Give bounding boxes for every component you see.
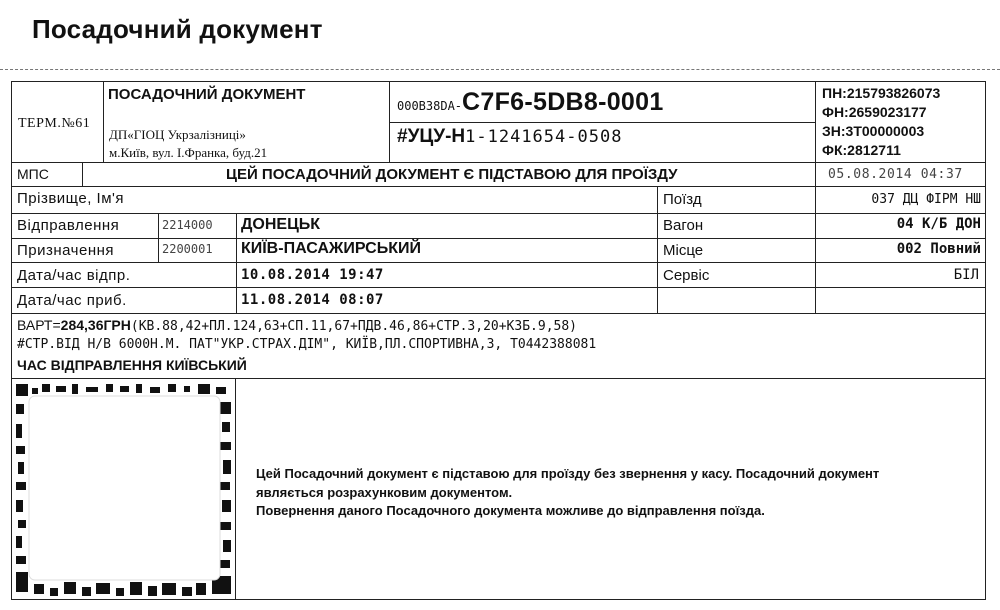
notice-line-2: являється розрахунковим документом.: [256, 485, 513, 500]
fiscal-fk: ФК:2812711: [822, 142, 901, 158]
passenger-name-label: Прізвище, Ім'я: [17, 190, 124, 207]
divider: [12, 186, 985, 187]
divider: [657, 186, 658, 313]
divider: [103, 82, 104, 162]
arrival-time-value: 11.08.2014 08:07: [241, 292, 384, 308]
uid-number: 1-1241654-0508: [465, 127, 623, 147]
qr-code: [16, 384, 231, 596]
train-label: Поїзд: [663, 191, 702, 208]
divider: [389, 82, 390, 162]
terminal-number: ТЕРМ.№61: [18, 116, 91, 131]
destination-code: 2200001: [162, 242, 213, 256]
price-total: 284,36ГРН: [60, 317, 131, 333]
page-title: Посадочний документ: [32, 14, 323, 44]
document-uid: [397, 126, 622, 148]
fiscal-zn: ЗН:3Т00000003: [822, 123, 925, 139]
train-value: [871, 190, 981, 207]
wagon-label: Вагон: [663, 217, 704, 234]
destination-label: Призначення: [17, 242, 115, 259]
train-number: 037 ДЦ ФІРМ НШ: [871, 192, 981, 207]
divider: [389, 122, 815, 123]
departure-time-value: 10.08.2014 19:47: [241, 267, 384, 283]
departure-timezone-note: ЧАС ВІДПРАВЛЕННЯ КИЇВСЬКИЙ: [17, 357, 247, 373]
wagon-value: 04 К/Б ДОН: [896, 216, 981, 232]
document-code: [397, 88, 664, 117]
divider: [12, 162, 985, 163]
divider: [82, 162, 83, 186]
notice-line-1: Цей Посадочний документ є підставою для проїзду без звернення у касу. Посадочний документ: [256, 466, 880, 481]
divider: [12, 287, 985, 288]
tear-line: [0, 69, 1000, 70]
banner-mps: МПС: [17, 166, 49, 182]
divider: [236, 213, 237, 313]
departure-time-label: Дата/час відпр.: [17, 267, 131, 284]
seat-label: Місце: [663, 242, 704, 259]
fiscal-pn: ПН:215793826073: [822, 85, 941, 101]
service-label: Сервіс: [663, 267, 710, 284]
ticket-document: [11, 81, 986, 600]
arrival-time-label: Дата/час приб.: [17, 292, 127, 309]
issue-datetime: 05.08.2014 04:37: [828, 167, 963, 182]
divider: [12, 262, 985, 263]
service-value: БІЛ: [953, 267, 979, 283]
divider: [815, 82, 816, 186]
doc-title: ПОСАДОЧНИЙ ДОКУМЕНТ: [108, 86, 306, 103]
divider: [12, 313, 985, 314]
uid-prefix: #УЦУ-Н: [397, 126, 466, 147]
notice-line-3: Повернення даного Посадочного документа можливе до відправлення поїзда.: [256, 503, 765, 518]
departure-station: ДОНЕЦЬК: [241, 216, 321, 233]
org-address: м.Київ, вул. І.Франка, буд.21: [109, 145, 268, 160]
document-code-main: C7F6-5DB8-0001: [462, 88, 664, 116]
org-name: ДП«ГІОЦ Укрзалізниці»: [109, 127, 246, 142]
seat-value: 002 Повний: [896, 241, 981, 257]
price-prefix: ВАРТ=: [17, 317, 61, 333]
banner-notice: ЦЕЙ ПОСАДОЧНИЙ ДОКУМЕНТ Є ПІДСТАВОЮ ДЛЯ ПРОЇЗДУ: [226, 166, 678, 183]
fiscal-fn: ФН:2659023177: [822, 104, 927, 120]
divider: [815, 186, 816, 313]
document-code-prefix: 000B38DA-: [397, 99, 463, 113]
price-details: (КВ.88,42+ПЛ.124,63+СП.11,67+ПДВ.46,86+СТР.3,20+КЗБ.9,58): [130, 319, 577, 334]
divider: [12, 378, 985, 379]
price-line: [17, 317, 577, 334]
departure-code: 2214000: [162, 218, 213, 232]
insurance-line: #СТР.ВІД Н/В 6000Н.М. ПАТ"УКР.СТРАХ.ДІМ", КИЇВ,ПЛ.СПОРТИВНА,3, Т0442388081: [17, 337, 597, 352]
divider: [158, 213, 159, 262]
destination-station: КИЇВ-ПАСАЖИРСЬКИЙ: [241, 240, 421, 257]
divider: [235, 378, 236, 599]
departure-label: Відправлення: [17, 217, 120, 234]
